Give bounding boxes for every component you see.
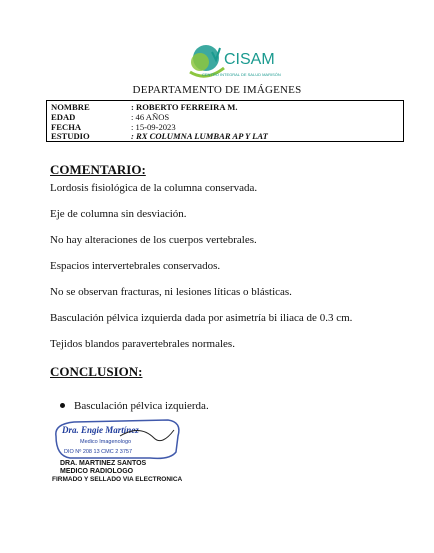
info-value: : 15-09-2023 — [131, 122, 176, 132]
logo-text: CISAM — [224, 51, 275, 68]
info-value: : ROBERTO FERREIRA M. — [131, 102, 238, 112]
info-label: ESTUDIO — [51, 131, 90, 141]
conclusion-item — [60, 400, 209, 412]
info-value: : 46 AÑOS — [131, 112, 170, 122]
stamp-registration: DIO Nº 208 13 CMC 2 3757 — [64, 449, 133, 455]
finding-paragraph: Basculación pélvica izquierda dada por asimetría bi iliaca de 0.3 cm. — [50, 312, 353, 324]
clinic-logo — [176, 38, 286, 84]
conclusion-heading: CONCLUSION: — [50, 364, 143, 379]
info-label: NOMBRE — [51, 102, 90, 112]
signature-title: MEDICO RADIOLOGO — [60, 468, 134, 475]
patient-info-box — [46, 100, 404, 142]
stamp-name: Dra. Engie Martínez — [62, 425, 139, 435]
finding-paragraph: No se observan fracturas, ni lesiones líticas o blásticas. — [50, 286, 292, 298]
finding-paragraph: Espacios intervertebrales conservados. — [50, 260, 221, 272]
finding-paragraph: Eje de columna sin desviación. — [50, 208, 187, 220]
footer-note: FIRMADO Y SELLADO VIA ELECTRONICA — [52, 476, 183, 483]
info-label: FECHA — [51, 122, 82, 132]
signature-name: DRA. MARTINEZ SANTOS — [60, 460, 147, 467]
finding-paragraph: Tejidos blandos paravertebrales normales. — [50, 338, 235, 350]
info-label: EDAD — [51, 112, 76, 122]
bullet-icon — [60, 403, 65, 408]
conclusion-item-text: Basculación pélvica izquierda. — [74, 400, 209, 412]
department-title: DEPARTAMENTO DE IMÁGENES — [132, 84, 302, 96]
finding-paragraph: No hay alteraciones de los cuerpos vertebrales. — [50, 234, 257, 246]
stamp-role: Medico Imagenologo — [80, 439, 132, 445]
info-value: : RX COLUMNA LUMBAR AP Y LAT — [131, 131, 268, 141]
finding-paragraph: Lordosis fisiológica de la columna conservada. — [50, 182, 258, 194]
doctor-stamp — [50, 416, 190, 462]
logo-subtitle: CENTRO INTEGRAL DE SALUD MARISÓN — [202, 72, 281, 77]
comentario-heading: COMENTARIO: — [50, 162, 146, 177]
